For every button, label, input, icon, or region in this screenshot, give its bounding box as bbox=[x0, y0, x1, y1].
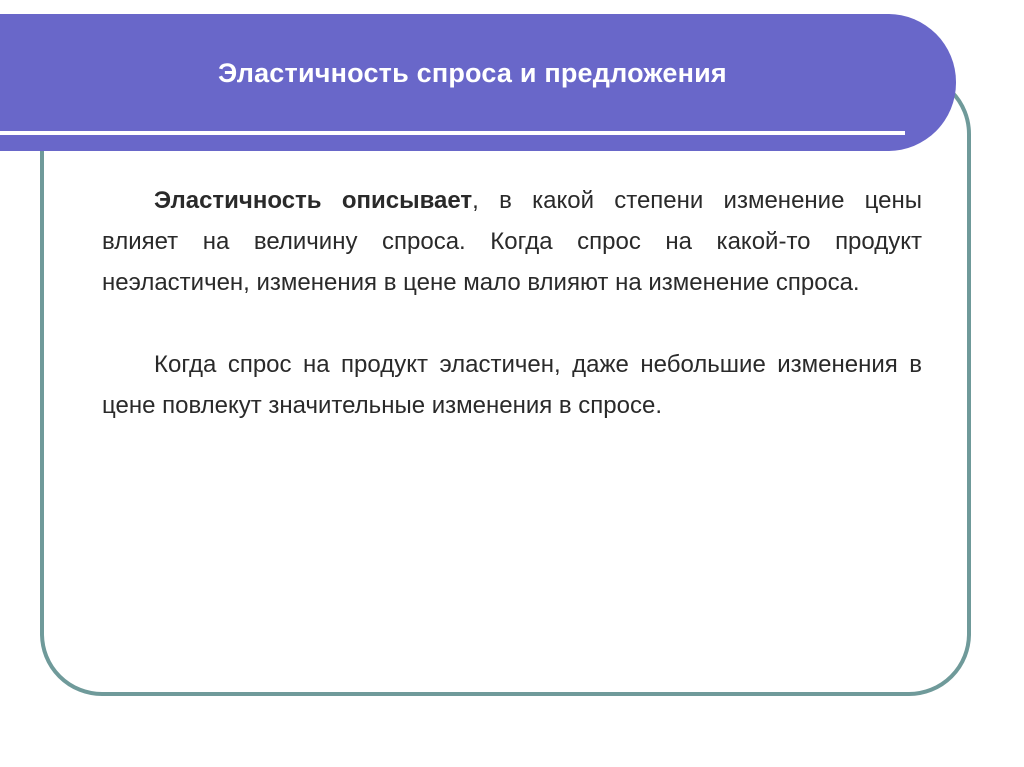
term-space bbox=[322, 187, 342, 214]
title-underline bbox=[0, 131, 905, 135]
paragraph-1-rest: , в какой степени изменение цены влияет на величину спроса. Когда спрос на какой-то продукт неэластичен, изменения в цене мало влияют на изменение спроса. bbox=[102, 187, 922, 296]
body-text bbox=[102, 180, 922, 426]
bold-term-describes: описывает bbox=[341, 187, 473, 214]
slide-title: Эластичность спроса и предложения bbox=[218, 58, 727, 88]
bold-term-elasticity: Эластичность bbox=[154, 187, 322, 214]
paragraph-elasticity-definition bbox=[102, 180, 922, 303]
paragraph-elastic-demand: Когда спрос на продукт эластичен, даже небольшие изменения в цене повлекут значительные изменения в спросе. bbox=[102, 351, 922, 419]
